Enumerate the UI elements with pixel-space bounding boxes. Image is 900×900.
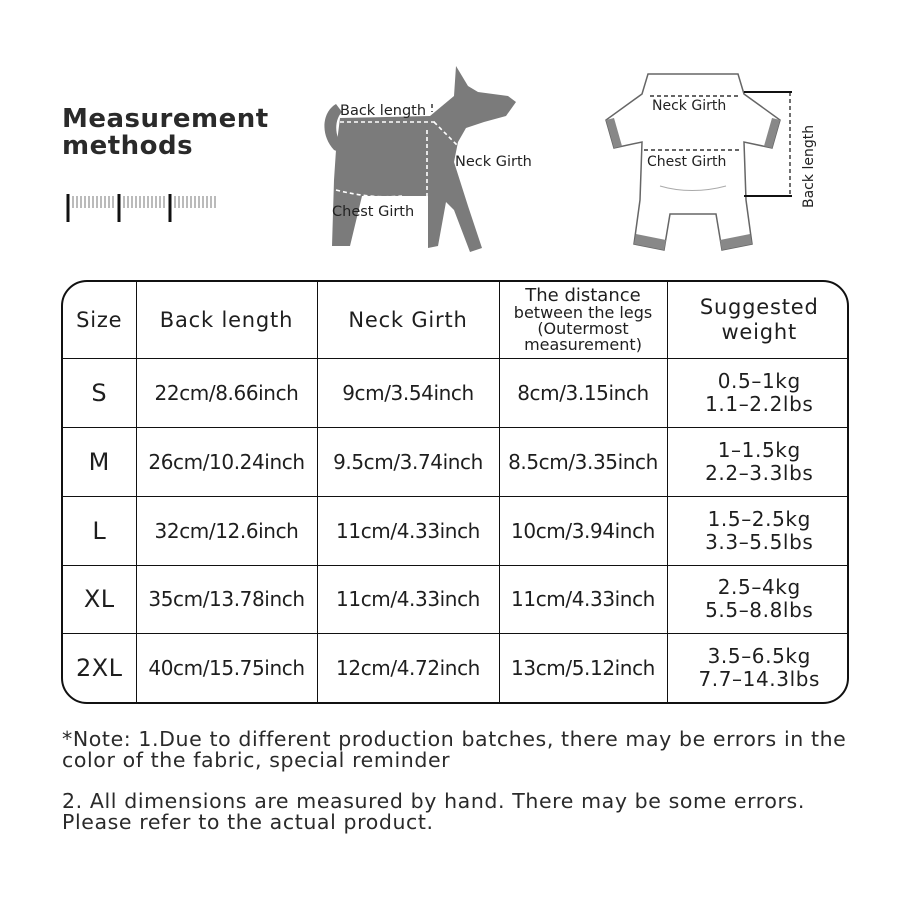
garment-chest-girth-label: Chest Girth [647, 154, 727, 170]
header-suggested-weight [667, 282, 849, 359]
neck-girth-cell: 9.5cm/3.74inch [317, 427, 499, 496]
heading-line-2: methods [62, 131, 194, 161]
weight-cell [667, 359, 849, 428]
dog-back-length-label: Back length [340, 103, 427, 119]
garment-measurement-figure [598, 68, 828, 260]
weight-kg: 3.5–6.5kg [707, 644, 811, 669]
table-row [63, 427, 849, 496]
dog-chest-girth-label: Chest Girth [332, 204, 415, 220]
weight-lbs: 7.7–14.3lbs [698, 667, 821, 692]
note-2: 2. All dimensions are measured by hand. There may be some errors. Please refer to the actual product. [62, 789, 805, 834]
leg-distance-cell: 11cm/4.33inch [499, 565, 667, 634]
back-length-cell: 32cm/12.6inch [136, 496, 317, 565]
weight-lbs: 5.5–8.8lbs [705, 598, 814, 623]
note-1: *Note: 1.Due to different production batches, there may be errors in the color of the fabric, special reminder [62, 727, 847, 772]
header-weight-line-2: weight [721, 320, 798, 344]
header-leg-distance-line-1: The distance [525, 285, 641, 306]
back-length-cell: 26cm/10.24inch [136, 427, 317, 496]
weight-lbs: 1.1–2.2lbs [705, 391, 814, 416]
neck-girth-cell: 12cm/4.72inch [317, 634, 499, 702]
weight-kg: 1–1.5kg [717, 437, 801, 462]
header-leg-distance [499, 282, 667, 359]
header-neck-girth: Neck Girth [317, 282, 499, 359]
garment-back-length-label: Back length [801, 124, 817, 208]
weight-cell [667, 427, 849, 496]
heading-line-1: Measurement [62, 104, 269, 134]
leg-distance-cell: 13cm/5.12inch [499, 634, 667, 702]
dog-neck-girth-label: Neck Girth [455, 154, 532, 170]
weight-kg: 1.5–2.5kg [707, 506, 811, 531]
weight-lbs: 2.2–3.3lbs [705, 460, 814, 485]
header-leg-distance-line-4: measurement) [524, 335, 642, 354]
neck-girth-cell: 9cm/3.54inch [317, 359, 499, 428]
notes-section [62, 729, 882, 853]
table-row [63, 496, 849, 565]
size-cell: M [63, 427, 136, 496]
header-size: Size [63, 282, 136, 359]
header-weight-line-1: Suggested [699, 295, 819, 319]
size-cell: XL [63, 565, 136, 634]
size-cell: L [63, 496, 136, 565]
neck-girth-cell: 11cm/4.33inch [317, 565, 499, 634]
weight-kg: 0.5–1kg [717, 368, 801, 393]
leg-distance-cell: 8cm/3.15inch [499, 359, 667, 428]
measurement-heading [62, 106, 302, 160]
header-leg-distance-line-3: (Outermost [537, 319, 629, 338]
neck-girth-cell: 11cm/4.33inch [317, 496, 499, 565]
weight-cell [667, 634, 849, 702]
back-length-cell: 35cm/13.78inch [136, 565, 317, 634]
weight-cell [667, 496, 849, 565]
leg-distance-cell: 10cm/3.94inch [499, 496, 667, 565]
header-back-length: Back length [136, 282, 317, 359]
dog-measurement-figure [316, 58, 556, 258]
weight-kg: 2.5–4kg [717, 575, 801, 600]
weight-lbs: 3.3–5.5lbs [705, 529, 814, 554]
garment-neck-girth-label: Neck Girth [652, 98, 727, 114]
size-cell: 2XL [63, 634, 136, 702]
table-row [63, 565, 849, 634]
back-length-cell: 40cm/15.75inch [136, 634, 317, 702]
table-header-row [63, 282, 849, 359]
table-row [63, 634, 849, 702]
size-chart-table [61, 280, 849, 704]
weight-cell [667, 565, 849, 634]
leg-distance-cell: 8.5cm/3.35inch [499, 427, 667, 496]
table-row [63, 359, 849, 428]
header-leg-distance-line-2: between the legs [513, 303, 653, 322]
back-length-cell: 22cm/8.66inch [136, 359, 317, 428]
size-cell: S [63, 359, 136, 428]
ruler-icon [66, 192, 218, 224]
